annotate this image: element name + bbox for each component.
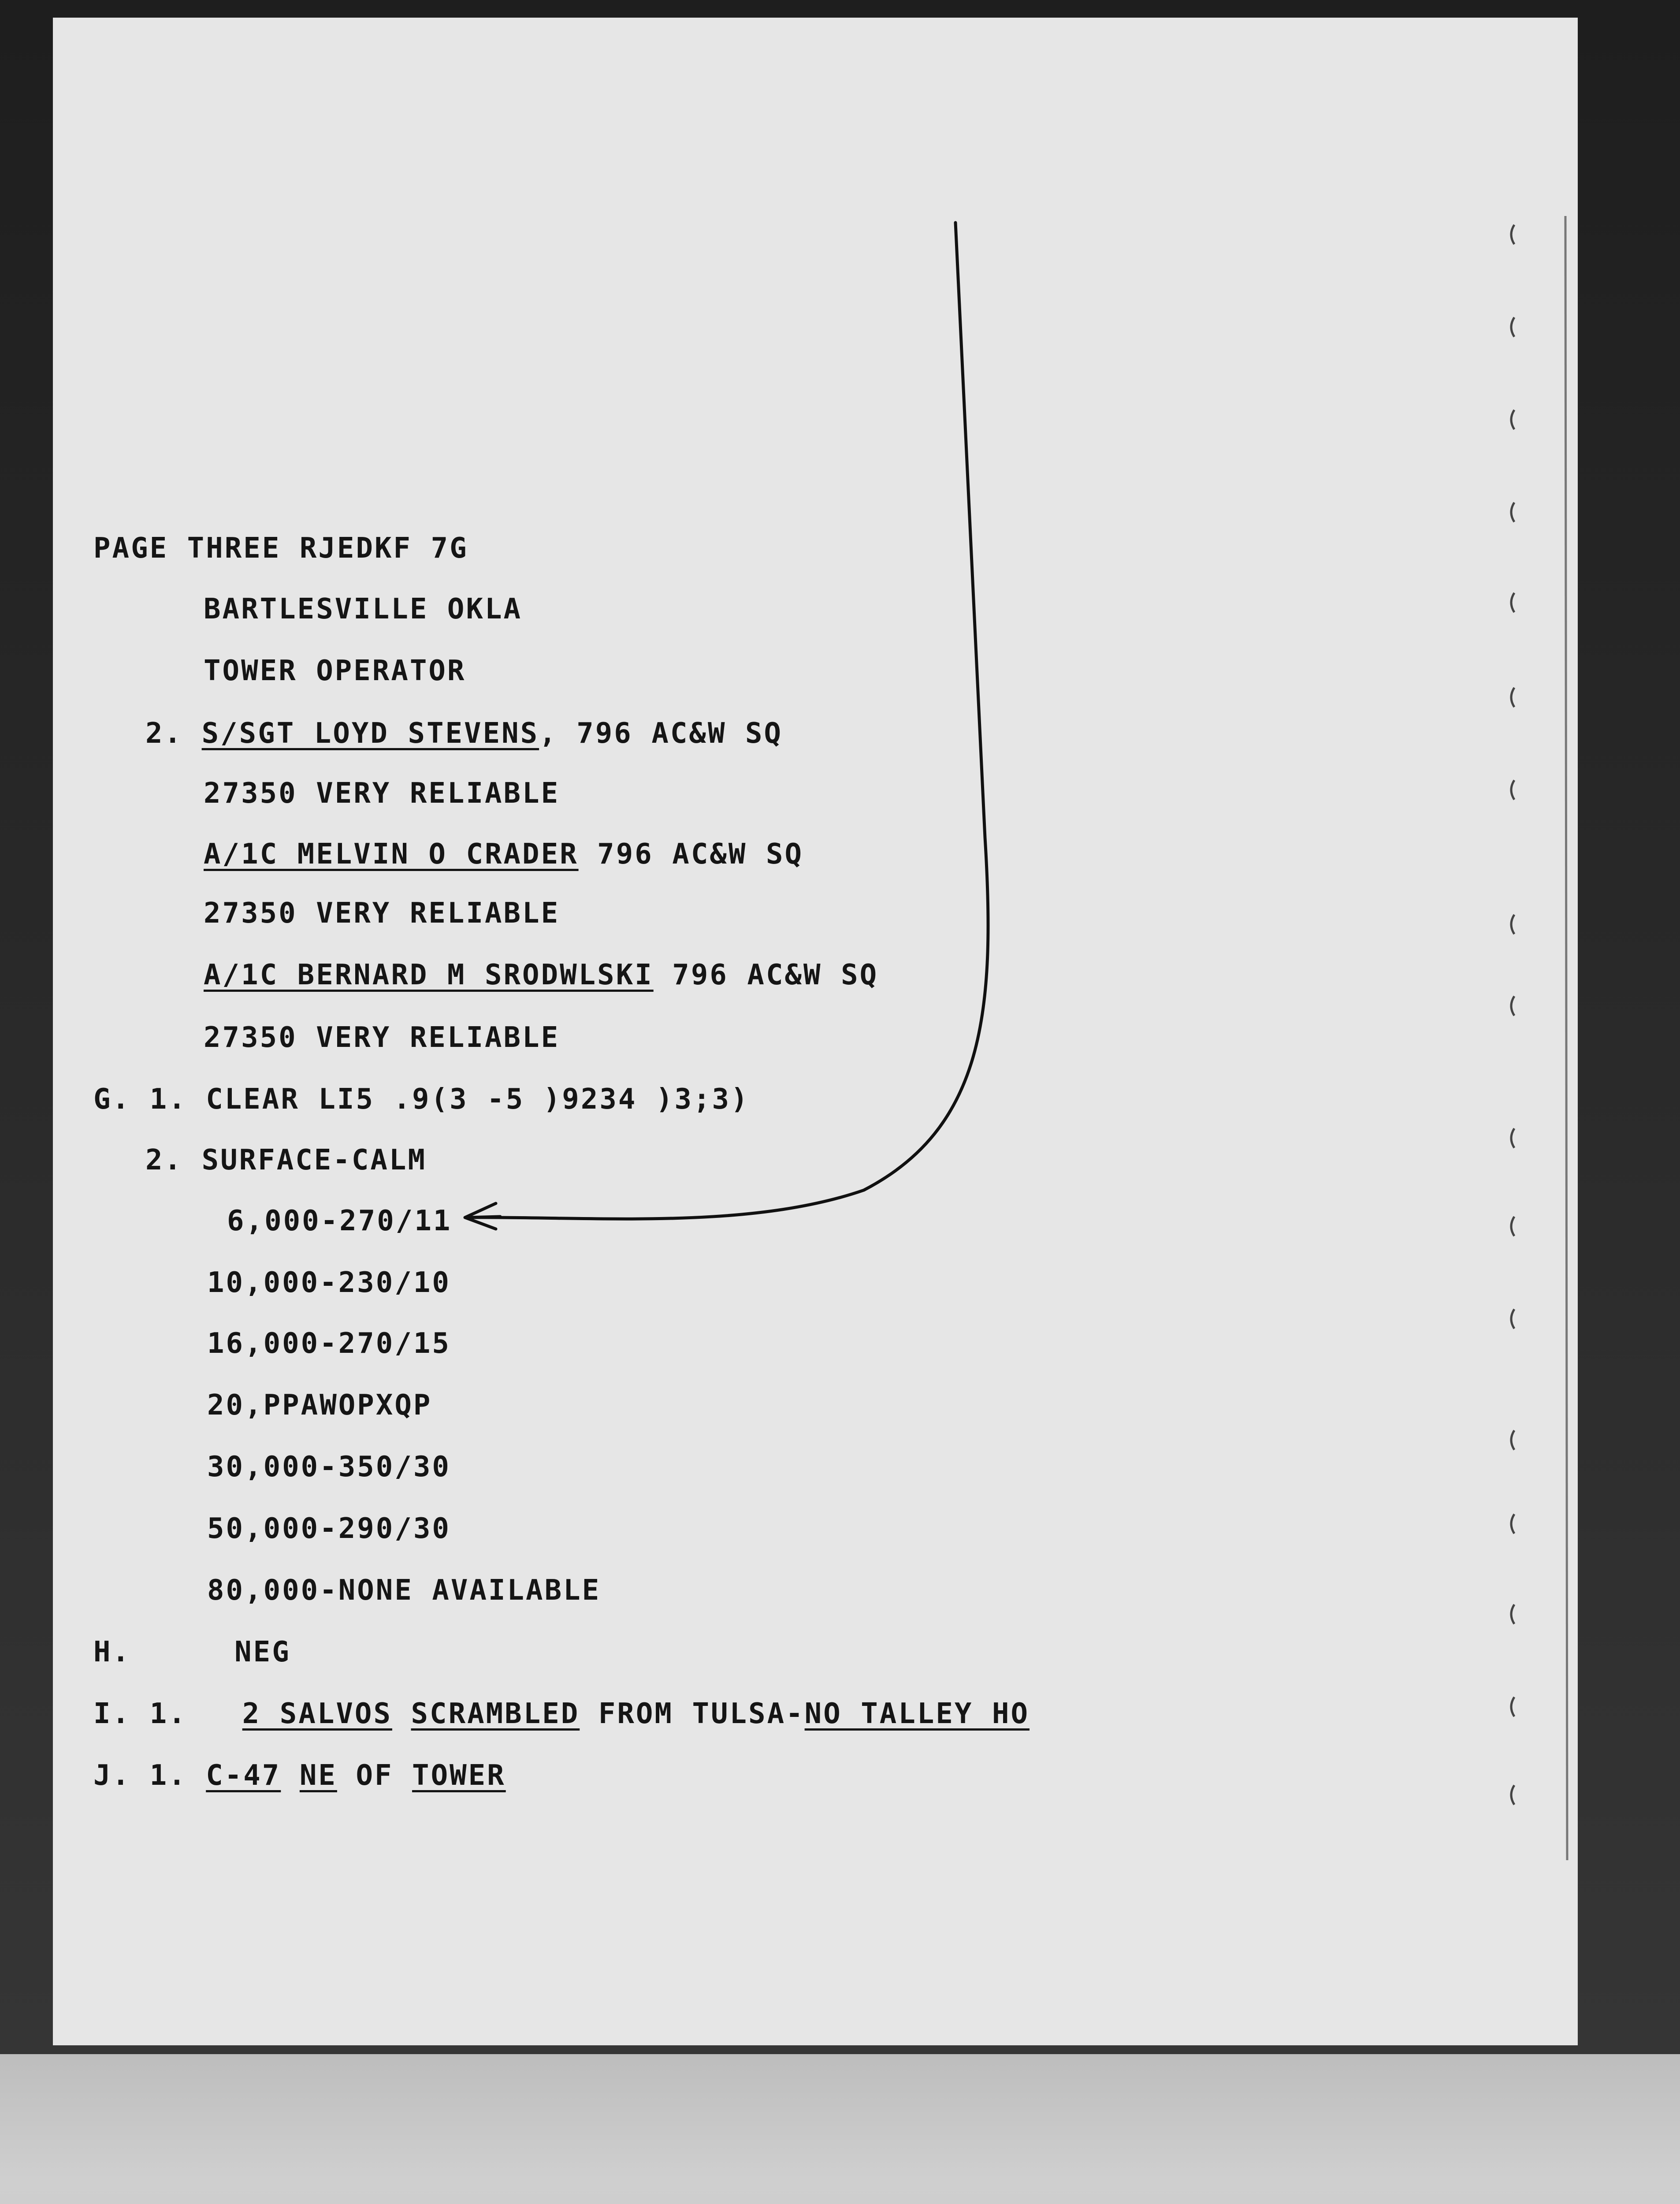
wind-row: 50,000-290/30	[207, 1512, 451, 1545]
observer-2-name: A/1C MELVIN O CRADER	[204, 838, 579, 871]
wind-row: 80,000-NONE AVAILABLE	[207, 1574, 601, 1607]
wind-row: 20,PPAWOPXQP	[207, 1389, 432, 1422]
section-h-label: H.	[93, 1636, 131, 1668]
section-g-item-2-num: 2.	[145, 1144, 183, 1176]
section-j-part-4: TOWER	[412, 1759, 506, 1792]
section-g-item-1-num: 1.	[149, 1083, 187, 1116]
observers-number: 2.	[145, 717, 183, 750]
section-i-part-2: SCRAMBLED	[411, 1698, 580, 1730]
section-i-part-1: 2 SALVOS	[242, 1698, 392, 1730]
observer-2-unit: 796 AC&W SQ	[597, 838, 803, 871]
section-j-label: J.	[93, 1759, 131, 1792]
page-header: PAGE THREE RJEDKF 7G	[93, 532, 468, 565]
observer-2-rating: 27350 VERY RELIABLE	[204, 897, 560, 930]
section-j-part-3: OF	[356, 1759, 394, 1792]
observer-3-name: A/1C BERNARD M SRODWLSKI	[204, 959, 654, 991]
section-i-part-3: FROM TULSA-	[598, 1698, 805, 1730]
location: BARTLESVILLE OKLA	[204, 593, 523, 625]
section-i-part-4: NO TALLEY HO	[804, 1698, 1030, 1730]
wind-row: 16,000-270/15	[207, 1327, 451, 1360]
section-g-item-2-text: SURFACE-CALM	[201, 1144, 427, 1176]
section-i-num: 1.	[149, 1698, 187, 1730]
section-j-part-1: C-47	[206, 1759, 281, 1792]
observer-1-comma: ,	[539, 717, 558, 750]
wind-row: 6,000-270/11	[227, 1205, 452, 1237]
wind-row: 10,000-230/10	[207, 1266, 451, 1299]
wind-row: 30,000-350/30	[207, 1451, 451, 1483]
observer-1-rating: 27350 VERY RELIABLE	[204, 777, 560, 810]
section-j-part-2: NE	[299, 1759, 337, 1792]
section-g-label: G.	[93, 1083, 131, 1116]
annotation-arrow-head	[465, 1203, 500, 1229]
section-i-label: I.	[93, 1698, 131, 1730]
annotation-bracket-line	[472, 223, 988, 1219]
section-g-item-1-text: CLEAR LI5 .9(3 -5 )9234 )3;3)	[206, 1083, 750, 1116]
section-h-text: NEG	[234, 1636, 291, 1668]
observer-1-name: S/SGT LOYD STEVENS	[201, 717, 539, 750]
observer-3-rating: 27350 VERY RELIABLE	[204, 1021, 560, 1054]
section-j-num: 1.	[149, 1759, 187, 1792]
observer-3-unit: 796 AC&W SQ	[672, 959, 879, 991]
observer-1-unit: 796 AC&W SQ	[576, 717, 783, 750]
source-type: TOWER OPERATOR	[204, 655, 466, 687]
